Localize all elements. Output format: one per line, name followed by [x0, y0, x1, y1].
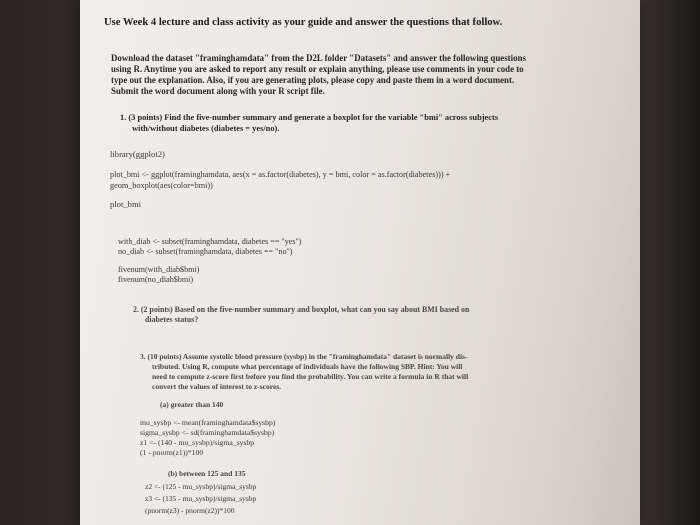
- question-3-line-1: 3. (10 points) Assume systolic blood pressure (sysbp) in the "framinghamdata" dataset is normally dis-: [140, 352, 468, 361]
- instructions-line-1: Download the dataset "framinghamdata" from the D2L folder "Datasets" and answer the following questions: [111, 53, 526, 63]
- question-2-line-2: diabetes status?: [145, 315, 199, 324]
- code-line-plot-bmi: plot_bmi <- ggplot(framinghamdata, aes(x = as.factor(diabetes), y = bmi, color = as.factor(diabetes))) +: [110, 170, 451, 179]
- question-3-line-4: convert the values of interest to z-scores.: [152, 382, 282, 391]
- code-line-no-diab: no_diab <- subset(framinghamdata, diabetes == "no"): [118, 247, 293, 256]
- instructions-line-2: using R. Anytime you are asked to report any result or explain anything, please use comments in your code to: [111, 64, 524, 74]
- document-page: [80, 0, 640, 525]
- instructions-line-4: Submit the word document along with your R script file.: [111, 86, 325, 96]
- code-line-pnorm-diff: (pnorm(z3) - pnorm(z2))*100: [145, 506, 235, 515]
- instructions-line-3: type out the explanation. Also, if you are generating plots, please copy and paste them in a word document.: [111, 75, 515, 85]
- code-line-fivenum-with: fivenum(with_diab$bmi): [118, 265, 200, 274]
- code-line-pnorm-z1: (1 - pnorm(z1))*100: [140, 448, 204, 457]
- code-line-library: library(ggplot2): [110, 149, 165, 159]
- code-line-z2: z2 <- (125 - mu_sysbp)/sigma_sysbp: [145, 482, 257, 491]
- question-3-line-3: need to compute z-score first before you find the probability. You can write a formula in R that will: [152, 372, 469, 381]
- code-line-fivenum-no: fivenum(no_diab$bmi): [118, 275, 194, 284]
- code-line-plot-call: plot_bmi: [110, 199, 142, 209]
- code-line-z3: z3 <- (135 - mu_sysbp)/sigma_sysbp: [145, 494, 257, 503]
- question-3a-label: (a) greater than 140: [160, 400, 224, 409]
- page-title: Use Week 4 lecture and class activity as your guide and answer the questions that follow.: [104, 17, 503, 28]
- code-line-sigma-sysbp: sigma_sysbp <- sd(framinghamdata$sysbp): [140, 428, 275, 437]
- code-line-geom-boxplot: geom_boxplot(aes(color=bmi)): [110, 181, 213, 190]
- monitor-edge: [640, 0, 700, 525]
- question-2-line-1: 2. (2 points) Based on the five-number summary and boxplot, what can you say about BMI based on: [133, 305, 470, 314]
- code-line-with-diab: with_diab <- subset(framinghamdata, diabetes == "yes"): [118, 237, 302, 246]
- code-line-mu-sysbp: mu_sysbp <- mean(framinghamdata$sysbp): [140, 418, 276, 427]
- code-line-z1: z1 <- (140 - mu_sysbp)/sigma_sysbp: [140, 438, 255, 447]
- question-1-line-2: with/without diabetes (diabetes = yes/no).: [132, 124, 280, 133]
- question-1-line-1: 1. (3 points) Find the five-number summary and generate a boxplot for the variable "bmi" across subjects: [120, 113, 499, 122]
- question-3b-label: (b) between 125 and 135: [168, 469, 246, 478]
- question-3-line-2: tributed. Using R, compute what percentage of individuals have the following SBP. Hint: You will: [152, 362, 463, 371]
